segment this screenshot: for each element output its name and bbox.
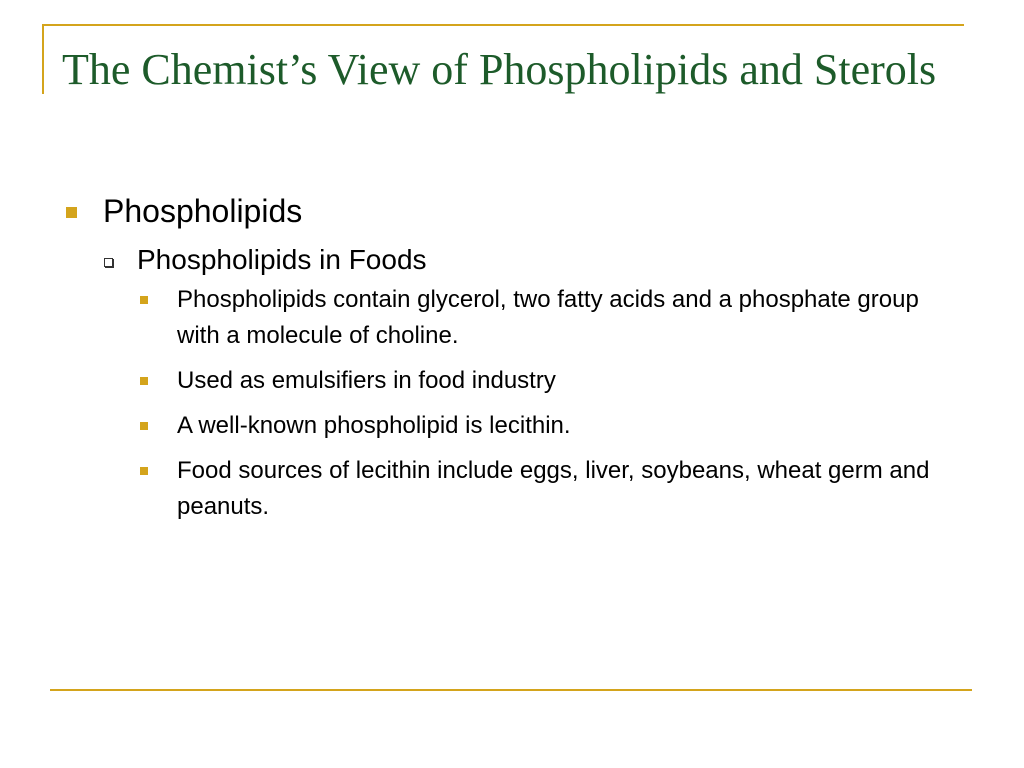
left-divider bbox=[42, 24, 44, 94]
slide-body bbox=[0, 190, 1024, 534]
square-bullet-icon bbox=[140, 467, 148, 475]
list-item bbox=[0, 282, 1024, 354]
list-item bbox=[0, 453, 1024, 525]
hollow-square-bullet-icon bbox=[104, 258, 113, 267]
bottom-divider bbox=[50, 689, 972, 691]
square-bullet-icon bbox=[140, 377, 148, 385]
bullet-level1 bbox=[0, 190, 1024, 232]
square-bullet-icon bbox=[66, 207, 77, 218]
bullet-level2-text: Phospholipids in Foods bbox=[137, 244, 427, 275]
list-item bbox=[0, 408, 1024, 444]
bullet-level3-list bbox=[0, 282, 1024, 525]
bullet-level1-text: Phospholipids bbox=[103, 193, 303, 229]
slide-title: The Chemist’s View of Phospholipids and Sterols bbox=[62, 45, 937, 94]
bullet-level3-text: Phospholipids contain glycerol, two fatty acids and a phosphate group with a molecule of choline. bbox=[177, 286, 919, 349]
bullet-level2 bbox=[0, 242, 1024, 278]
bullet-level3-text: Food sources of lecithin include eggs, liver, soybeans, wheat germ and peanuts. bbox=[177, 457, 930, 520]
bullet-level3-text: Used as emulsifiers in food industry bbox=[177, 367, 556, 394]
top-divider bbox=[42, 24, 964, 26]
list-item bbox=[0, 363, 1024, 399]
bullet-level3-text: A well-known phospholipid is lecithin. bbox=[177, 412, 571, 439]
square-bullet-icon bbox=[140, 422, 148, 430]
square-bullet-icon bbox=[140, 296, 148, 304]
